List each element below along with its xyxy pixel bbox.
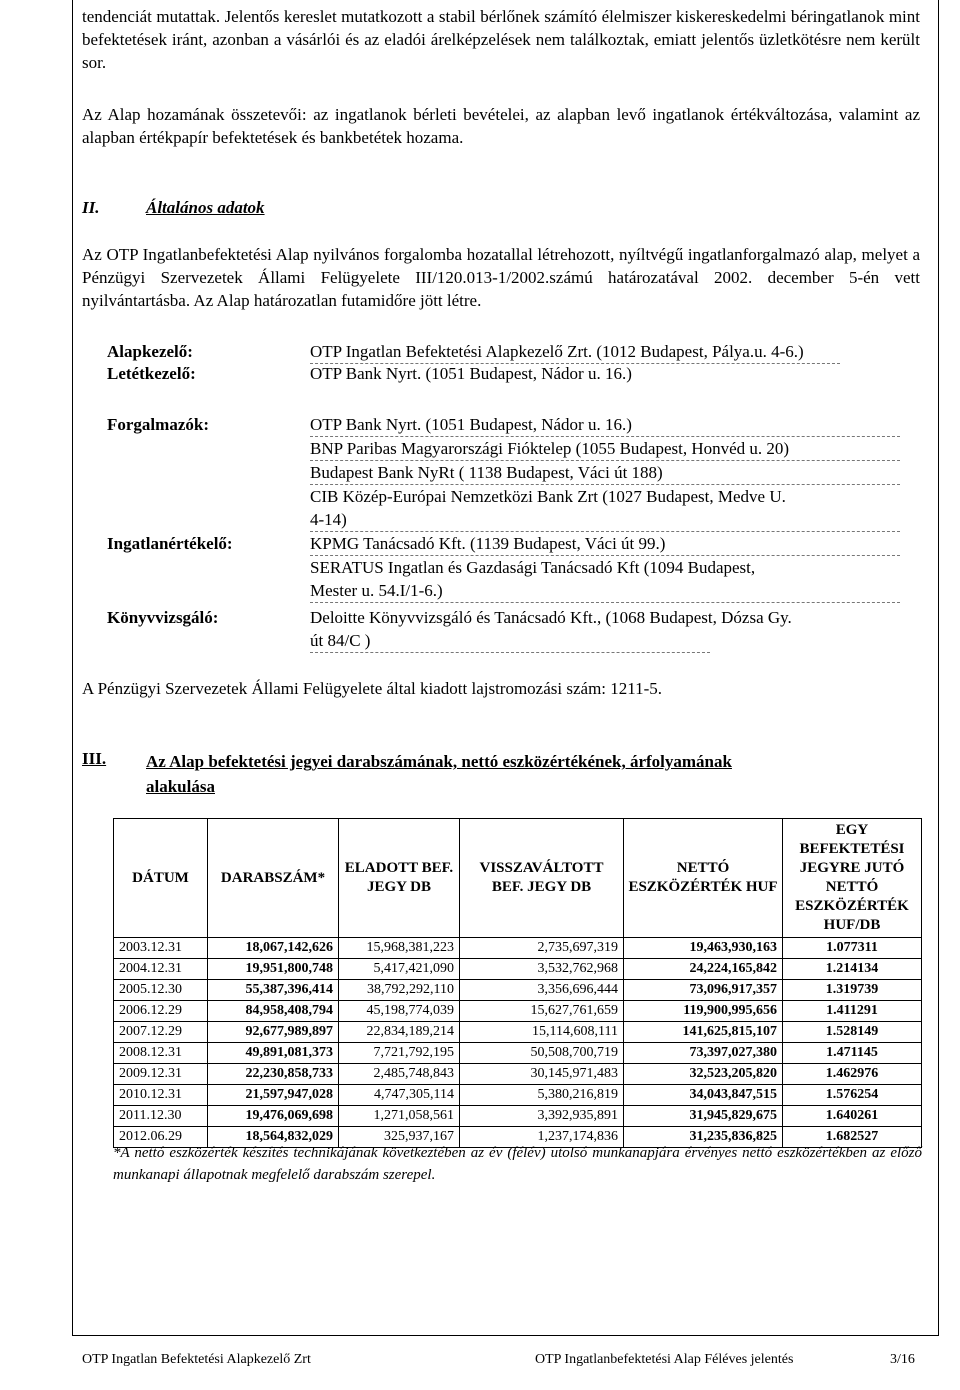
ertekelo-item: SERATUS Ingatlan és Gazdasági Tanácsadó Kft (1094 Budapest, xyxy=(310,558,756,577)
ertekelo-list xyxy=(310,532,900,603)
konyvvizsgalo-item: Deloitte Könyvvizsgáló és Tanácsadó Kft., (1068 Budapest, Dózsa Gy. xyxy=(310,608,792,627)
forgalmazo-item: Budapest Bank NyRt ( 1138 Budapest, Váci út 188) xyxy=(310,461,900,485)
ertekelo-label: Ingatlanértékelő: xyxy=(107,534,233,553)
ertekelo-item: KPMG Tanácsadó Kft. (1139 Budapest, Váci út 99.) xyxy=(310,532,900,556)
konyvvizsgalo-item: út 84/C ) xyxy=(310,629,710,653)
forgalmazo-item: 4-14) xyxy=(310,508,900,532)
letetkezelo-value: OTP Bank Nyrt. (1051 Budapest, Nádor u. 16.) xyxy=(310,364,632,383)
header-darabszam: DARABSZÁM* xyxy=(208,819,339,938)
forgalmazo-item: OTP Bank Nyrt. (1051 Budapest, Nádor u. 16.) xyxy=(310,413,900,437)
header-datum: DÁTUM xyxy=(114,819,208,938)
table-row: 2010.12.31 21,597,947,028 4,747,305,114 5,380,216,819 34,043,847,515 1.576254 xyxy=(114,1085,922,1106)
alapkezelo-label: Alapkezelő: xyxy=(107,342,193,361)
header-eladott: ELADOTT BEF. JEGY DB xyxy=(339,819,460,938)
footer-page-number: 3/16 xyxy=(890,1352,915,1367)
table-row: 2006.12.29 84,958,408,794 45,198,774,039 15,627,761,659 119,900,995,656 1.411291 xyxy=(114,1001,922,1022)
table-header-row xyxy=(114,819,922,938)
alapkezelo-value: OTP Ingatlan Befektetési Alapkezelő Zrt. (1012 Budapest, Pálya.u. 4-6.) xyxy=(310,340,840,364)
header-visszavaltott: VISSZAVÁLTOTT BEF. JEGY DB xyxy=(460,819,624,938)
intro-paragraph-1: tendenciát mutattak. Jelentős kereslet mutatkozott a stabil bérlőnek számító élelmiszer kiskereskedelmi béringatlanok mint befektetések iránt, azonban a vásárlói és az eladói árelképzelések nem találkoztak, emiatt jelentős üzletkötésre nem került sor. xyxy=(82,7,920,72)
section-3-title xyxy=(146,749,732,799)
konyvvizsgalo-label: Könyvvizsgáló: xyxy=(107,608,219,627)
section-3-title-line-1: Az Alap befektetési jegyei darabszámának, nettó eszközértékének, árfolyamának xyxy=(146,752,732,771)
table-row: 2004.12.31 19,951,800,748 5,417,421,090 3,532,762,968 24,224,165,842 1.214134 xyxy=(114,959,922,980)
table-row: 2003.12.31 18,067,142,626 15,968,381,223 2,735,697,319 19,463,930,163 1.077311 xyxy=(114,938,922,959)
header-netto: NETTÓ ESZKÖZÉRTÉK HUF xyxy=(624,819,783,938)
footer-center: OTP Ingatlanbefektetési Alap Féléves jelentés xyxy=(535,1352,794,1367)
table-row: 2011.12.30 19,476,069,698 1,271,058,561 3,392,935,891 31,945,829,675 1.640261 xyxy=(114,1106,922,1127)
section-2-paragraph: Az OTP Ingatlanbefektetési Alap nyilvános forgalomba hozatallal létrehozott, nyíltvégű ingatlanforgalmazó alap, melyet a Pénzügyi Szervezetek Állami Felügyelete III/120.013-1/2002.számú határozatával 2002. december 5-én vett nyilvántartásba. Az Alap határozatlan futamidőre jött létre. xyxy=(82,245,920,310)
forgalmazo-item: BNP Paribas Magyarországi Fióktelep (1055 Budapest, Honvéd u. 20) xyxy=(310,437,900,461)
header-egy-jegyre: EGY BEFEKTETÉSI JEGYRE JUTÓ NETTÓ ESZKÖZÉRTÉK HUF/DB xyxy=(783,819,922,938)
section-2-number: II. xyxy=(82,198,100,217)
table-row: 2008.12.31 49,891,081,373 7,721,792,195 50,508,700,719 73,397,027,380 1.471145 xyxy=(114,1043,922,1064)
section-3-title-line-2: alakulása xyxy=(146,777,215,796)
lajstrom-text: A Pénzügyi Szervezetek Állami Felügyelete által kiadott lajstromozási szám: 1211-5. xyxy=(82,679,663,698)
table-row: 2009.12.31 22,230,858,733 2,485,748,843 30,145,971,483 32,523,205,820 1.462976 xyxy=(114,1064,922,1085)
table-footnote: *A nettó eszközérték készítés technikájának következtében az év (félév) utolsó munkanapjára érvényes nettó eszközértékben az előző munkanapi állapotnak megfelelő darabszám szerepel. xyxy=(113,1145,922,1183)
konyvvizsgalo-list xyxy=(310,606,900,653)
forgalmazo-item: CIB Közép-Európai Nemzetközi Bank Zrt (1027 Budapest, Medve U. xyxy=(310,487,786,506)
forgalmazok-list xyxy=(310,413,900,532)
footer-left: OTP Ingatlan Befektetési Alapkezelő Zrt xyxy=(82,1352,311,1367)
section-2-title: Általános adatok xyxy=(146,198,265,217)
letetkezelo-label: Letétkezelő: xyxy=(107,364,196,383)
table-row: 2005.12.30 55,387,396,414 38,792,292,110 3,356,696,444 73,096,917,357 1.319739 xyxy=(114,980,922,1001)
ertekelo-item: Mester u. 54.I/1-6.) xyxy=(310,579,900,603)
section-3-number: III. xyxy=(82,749,107,768)
intro-paragraph-2: Az Alap hozamának összetevői: az ingatlanok bérleti bevételei, az alapban levő ingatlanok értékváltozása, valamint az alapban értékpapír befektetések és bankbetétek hozama. xyxy=(82,105,920,147)
table-row: 2012.06.29 18,564,832,029 325,937,167 1,237,174,836 31,235,836,825 1.682527 xyxy=(114,1127,922,1148)
table-row: 2007.12.29 92,677,989,897 22,834,189,214 15,114,608,111 141,625,815,107 1.528149 xyxy=(114,1022,922,1043)
nav-table xyxy=(113,818,922,1148)
forgalmazok-label: Forgalmazók: xyxy=(107,415,209,434)
